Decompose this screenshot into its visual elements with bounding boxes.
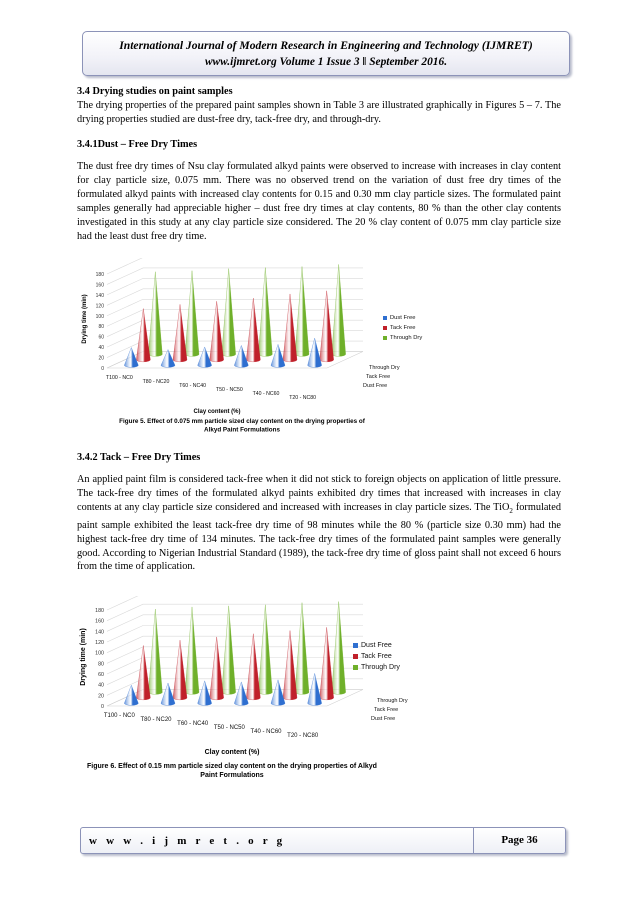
x-category-labels <box>104 713 319 739</box>
legend-label: Dust Free <box>361 642 392 649</box>
caption-line: Figure 5. Effect of 0.075 mm particle sized clay content on the drying properties of <box>119 418 365 425</box>
cone-mark <box>136 645 150 699</box>
depth-label: Tack Free <box>374 707 399 713</box>
y-tick-label: 20 <box>98 693 104 700</box>
section-3-4-2-heading: 3.4.2 Tack – Free Dry Times <box>77 452 201 463</box>
cone-mark <box>210 301 224 362</box>
tio2-subscript: 2 <box>509 506 513 515</box>
legend-label: Tack Free <box>361 653 392 660</box>
depth-axis-labels <box>371 698 408 722</box>
gridline <box>107 604 363 621</box>
y-tick-labels <box>96 272 105 372</box>
chart-legend <box>353 642 400 671</box>
cone-mark <box>308 338 322 367</box>
y-axis-title: Drying time (min) <box>82 294 88 344</box>
y-tick-label: 140 <box>95 292 104 299</box>
cone-mark <box>124 347 138 367</box>
figure-caption <box>87 763 377 779</box>
x-axis-title: Clay content (%) <box>193 409 241 415</box>
section-3-4-body: The drying properties of the prepared paint samples shown in Table 3 are illustrated graphically in Figures 5 – 7. The drying properties studied are dust-free dry, tack-free dry, and through-dry. <box>77 100 561 125</box>
x-category-labels <box>106 375 316 401</box>
cone-mark <box>198 347 212 367</box>
legend-label: Tack Free <box>390 325 416 331</box>
y-tick-label: 60 <box>98 672 104 678</box>
footer-page-number: Page 36 <box>473 828 565 853</box>
footer-website: w w w . i j m r e t . o r g <box>89 835 286 847</box>
y-tick-label: 40 <box>98 345 104 352</box>
y-tick-label: 140 <box>95 629 104 636</box>
gridline <box>107 289 363 306</box>
cone-mark <box>148 609 162 694</box>
cone-mark <box>332 602 346 695</box>
gridline <box>107 615 363 632</box>
cone-mark <box>222 269 236 357</box>
y-tick-labels <box>95 608 104 710</box>
cone-mark <box>295 603 309 695</box>
depth-label: Through Dry <box>369 365 400 371</box>
figure-6-chart <box>77 596 437 796</box>
y-tick-label: 0 <box>101 366 104 372</box>
legend-label: Through Dry <box>361 664 400 671</box>
section-3-4-heading: 3.4 Drying studies on paint samples <box>77 86 233 97</box>
tack-text-b: formulated paint sample exhibited the least tack-free dry time of 98 minutes while the 80 % (particle size 0.30 mm) had the highest tack-free dry time of 134 minutes. The tack-free dry times of the formulated paint samples were generally good. According to Nigerian Industrial Standard (1989), the tack-free dry time of gloss paint shall not exceed 6 hours from the time of application. <box>77 501 561 573</box>
y-tick-label: 80 <box>98 324 104 331</box>
cone-mark <box>258 605 272 695</box>
cone-mark <box>222 606 236 695</box>
cone-mark <box>283 631 297 700</box>
gridline <box>107 268 363 285</box>
depth-label: Dust Free <box>363 383 388 389</box>
cone-mark <box>234 682 248 705</box>
y-tick-label: 60 <box>98 334 104 341</box>
journal-header <box>82 31 570 76</box>
legend-swatch <box>383 316 387 320</box>
y-tick-label: 120 <box>95 640 104 646</box>
figure-5-chart <box>77 258 437 438</box>
cone-mark <box>185 607 199 694</box>
cone-mark <box>136 309 150 362</box>
cone-mark <box>161 683 175 705</box>
cone-mark <box>320 291 334 362</box>
caption-line: Figure 6. Effect of 0.15 mm particle sized clay content on the drying properties of Alkyd <box>87 763 377 770</box>
cone-mark <box>283 294 297 362</box>
cone-mark <box>185 271 199 357</box>
cone-mark <box>173 640 187 700</box>
cone-mark <box>246 634 260 700</box>
gridline <box>107 258 363 274</box>
chart-legend <box>383 315 422 341</box>
cone-mark <box>271 680 285 706</box>
cone-mark <box>234 345 248 367</box>
y-tick-label: 120 <box>95 303 104 310</box>
tack-text-a: An applied paint film is considered tack-free when it did not stick to foreign objects on application of little pressure. The tack-free dry times of the formulated alkyd paints exhibited dry times that increased with increases in clay contents at any clay particle size considered and increased with increases in clay particle sizes. The TiO <box>77 474 561 513</box>
depth-label: Tack Free <box>366 374 391 380</box>
cone-mark <box>148 272 162 357</box>
depth-axis-labels <box>363 365 400 389</box>
legend-swatch <box>353 643 358 648</box>
x-axis-title: Clay content (%) <box>204 749 260 756</box>
section-3-4-1-body: The dust free dry times of Nsu clay formulated alkyd paints were observed to increase with increases in clay content for clay particle size, 0.075 mm. There was no observed trend on the variation of dust free dry times of the formulated alkyd paints with increased clay contents for 0.15 and 0.30 mm clay particle sizes. The formulated paint samples generally had appreciable higher – dust free dry times at clay contents, 80 % than the other clay contents investigated in this study at any clay particle size considered. The 20 % clay content of 0.075 mm clay particle size had the least dust free dry time. <box>77 161 561 242</box>
y-tick-label: 160 <box>95 282 104 289</box>
y-tick-label: 40 <box>98 682 104 689</box>
gridline <box>107 596 363 610</box>
legend-label: Through Dry <box>390 335 423 341</box>
x-category-label: T40 - NC60 <box>250 729 282 735</box>
cone-mark <box>258 268 272 357</box>
y-axis-title: Drying time (min) <box>80 628 87 686</box>
x-category-label: T40 - NC60 <box>252 391 280 397</box>
depth-label: Dust Free <box>371 716 396 722</box>
y-tick-label: 100 <box>95 650 104 657</box>
figure-5-svg <box>77 258 437 438</box>
page-footer <box>80 827 566 854</box>
cone-mark <box>173 304 187 361</box>
x-category-label: T60 - NC40 <box>179 383 207 389</box>
caption-line: Paint Formulations <box>200 772 264 779</box>
cone-mark <box>295 267 309 357</box>
legend-swatch <box>353 665 358 670</box>
x-category-label: T100 - NC0 <box>105 375 133 381</box>
y-tick-label: 100 <box>95 313 104 320</box>
cone-mark <box>271 344 285 367</box>
figure-6-svg <box>77 596 437 796</box>
cone-mark <box>246 298 260 362</box>
legend-label: Dust Free <box>390 315 416 321</box>
journal-issue-line: www.ijmret.org Volume 1 Issue 3 ǁ September 2016. <box>204 56 448 68</box>
legend-swatch <box>383 326 387 330</box>
depth-label: Through Dry <box>377 698 408 704</box>
gridline <box>107 278 363 295</box>
x-category-label: T80 - NC20 <box>142 379 170 385</box>
section-3-4-2-body <box>77 473 561 574</box>
y-tick-label: 160 <box>95 618 104 625</box>
y-tick-label: 180 <box>95 608 104 614</box>
journal-title: International Journal of Modern Research in Engineering and Technology (IJMRET) <box>119 39 533 52</box>
cone-mark <box>161 350 175 368</box>
x-category-label: T20 - NC80 <box>289 395 317 401</box>
cone-mark <box>198 681 212 706</box>
y-tick-label: 180 <box>95 272 104 278</box>
x-category-label: T80 - NC20 <box>140 717 172 723</box>
legend-swatch <box>353 654 358 659</box>
x-category-label: T50 - NC50 <box>215 387 243 393</box>
x-category-label: T20 - NC80 <box>287 733 319 739</box>
y-tick-label: 80 <box>98 661 104 668</box>
figure-caption <box>119 418 366 433</box>
section-3-4-1-heading: 3.4.1Dust – Free Dry Times <box>77 139 198 150</box>
y-tick-label: 20 <box>98 355 104 362</box>
cone-mark <box>124 685 138 705</box>
x-category-label: T50 - NC50 <box>213 725 245 731</box>
legend-swatch <box>383 336 387 340</box>
y-tick-label: 0 <box>101 704 104 710</box>
cone-mark <box>320 627 334 700</box>
x-category-label: T100 - NC0 <box>103 713 135 719</box>
x-category-label: T60 - NC40 <box>177 721 209 727</box>
caption-line: Alkyd Paint Formulations <box>204 426 280 434</box>
gridline <box>107 626 363 643</box>
